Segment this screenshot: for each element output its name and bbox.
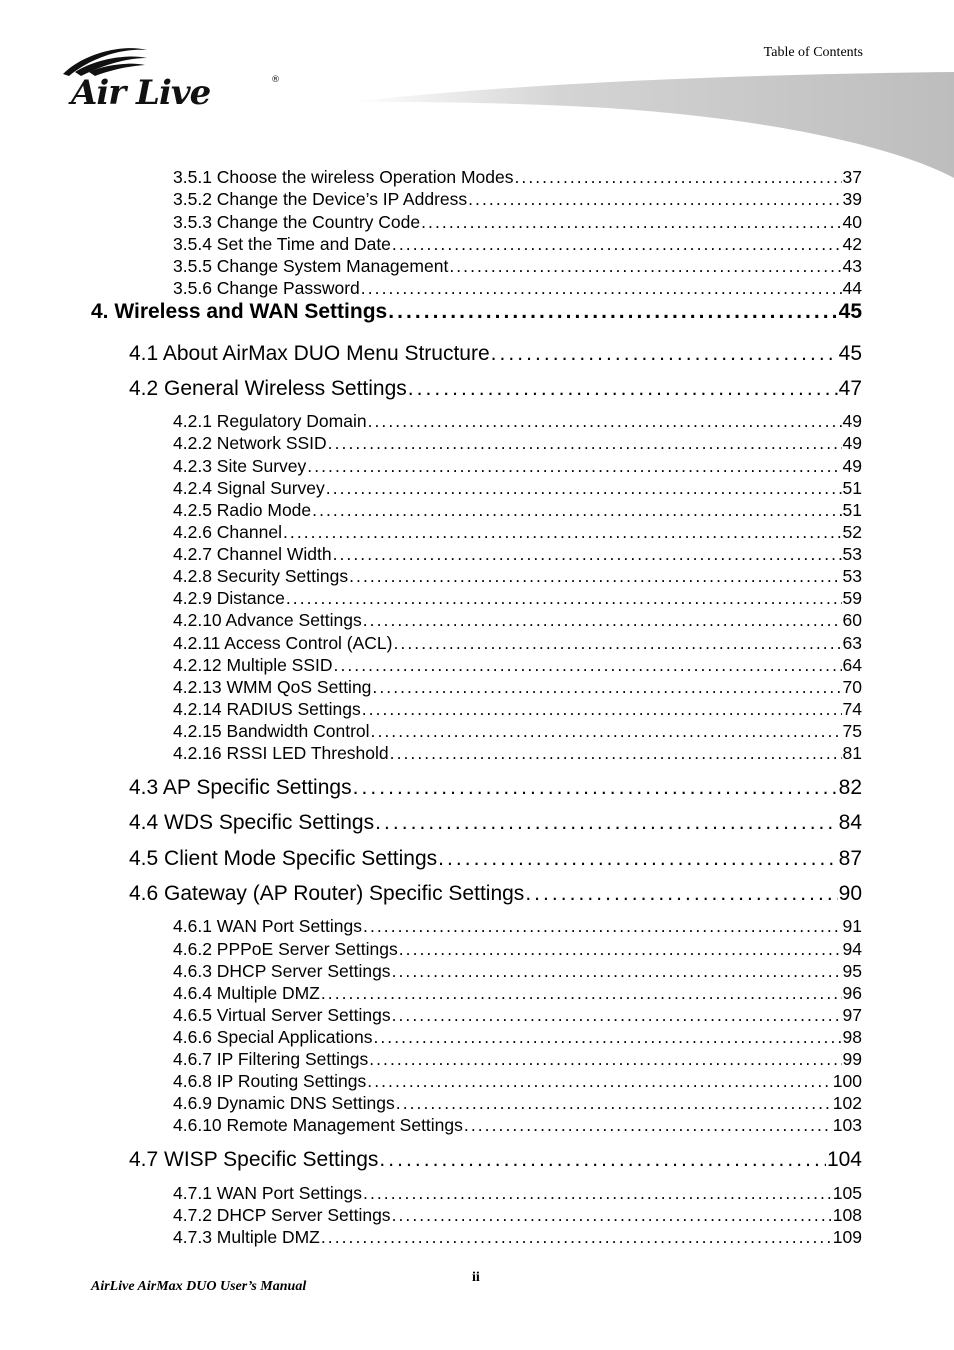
toc-leader-dots xyxy=(363,916,842,937)
toc-entry-level-2[interactable] xyxy=(129,342,862,370)
toc-entry-page-number: 108 xyxy=(832,1205,862,1225)
toc-entry-page-number: 87 xyxy=(838,847,862,870)
toc-entry-label: 4.6.10 Remote Management Settings xyxy=(173,1115,463,1135)
toc-entry-page-number: 99 xyxy=(842,1049,862,1069)
toc-entry-page-number: 100 xyxy=(832,1071,862,1091)
toc-entry-level-3[interactable] xyxy=(173,478,862,500)
toc-entry-page-number: 53 xyxy=(842,544,862,564)
toc-leader-dots xyxy=(408,377,838,401)
toc-entry-label: 4.2.16 RSSI LED Threshold xyxy=(173,743,389,763)
toc-entry-level-3[interactable] xyxy=(173,566,862,588)
toc-entry-level-3[interactable] xyxy=(173,234,862,256)
toc-entry-level-2[interactable] xyxy=(129,776,862,804)
toc-leader-dots xyxy=(388,300,837,324)
toc-leader-dots xyxy=(449,256,841,277)
toc-entry-label: 4.6.7 IP Filtering Settings xyxy=(173,1049,369,1069)
toc-entry-page-number: 74 xyxy=(842,699,862,719)
toc-entry-label: 4.6.1 WAN Port Settings xyxy=(173,916,363,936)
toc-entry-label: 3.5.6 Change Password xyxy=(173,278,360,298)
toc-entry-level-3[interactable] xyxy=(173,588,862,610)
toc-leader-dots xyxy=(321,983,842,1004)
toc-entry-label: 4.2.11 Access Control (ACL) xyxy=(173,633,393,653)
toc-entry-level-3[interactable] xyxy=(173,167,862,189)
toc-entry-level-3[interactable] xyxy=(173,456,862,478)
toc-entry-page-number: 104 xyxy=(826,1148,862,1171)
toc-entry-level-3[interactable] xyxy=(173,1093,862,1115)
toc-entry-page-number: 59 xyxy=(842,588,862,608)
toc-entry-label: 4. Wireless and WAN Settings xyxy=(91,300,388,323)
toc-leader-dots xyxy=(399,939,842,960)
toc-entry-label: 4.6.8 IP Routing Settings xyxy=(173,1071,367,1091)
toc-entry-level-3[interactable] xyxy=(173,1027,862,1049)
toc-entry-label: 4.7.1 WAN Port Settings xyxy=(173,1183,363,1203)
toc-entry-page-number: 39 xyxy=(842,189,862,209)
toc-entry-level-3[interactable] xyxy=(173,1183,862,1205)
toc-entry-level-3[interactable] xyxy=(173,278,862,300)
toc-entry-level-3[interactable] xyxy=(173,983,862,1005)
toc-entry-level-3[interactable] xyxy=(173,1227,862,1249)
toc-entry-page-number: 90 xyxy=(838,882,862,905)
toc-entry-page-number: 84 xyxy=(838,811,862,834)
toc-entry-label: 4.1 About AirMax DUO Menu Structure xyxy=(129,342,490,365)
toc-entry-label: 4.6.4 Multiple DMZ xyxy=(173,983,320,1003)
toc-entry-page-number: 47 xyxy=(838,377,862,400)
toc-entry-label: 3.5.2 Change the Device’s IP Address xyxy=(173,189,468,209)
toc-leader-dots xyxy=(392,234,842,255)
toc-entry-label: 4.7 WISP Specific Settings xyxy=(129,1148,379,1171)
toc-entry-page-number: 37 xyxy=(842,167,862,187)
toc-entry-label: 4.5 Client Mode Specific Settings xyxy=(129,847,438,870)
toc-entry-level-3[interactable] xyxy=(173,633,862,655)
toc-entry-label: 4.2.12 Multiple SSID xyxy=(173,655,333,675)
toc-entry-level-3[interactable] xyxy=(173,1205,862,1227)
toc-entry-level-3[interactable] xyxy=(173,1115,862,1137)
toc-entry-level-3[interactable] xyxy=(173,939,862,961)
toc-leader-dots xyxy=(375,811,838,835)
toc-entry-label: 4.7.2 DHCP Server Settings xyxy=(173,1205,391,1225)
toc-entry-page-number: 105 xyxy=(832,1183,862,1203)
toc-entry-level-2[interactable] xyxy=(129,847,862,875)
toc-entry-label: 4.6.6 Special Applications xyxy=(173,1027,373,1047)
toc-leader-dots xyxy=(312,500,841,521)
toc-entry-level-3[interactable] xyxy=(173,655,862,677)
toc-entry-label: 4.6.2 PPPoE Server Settings xyxy=(173,939,398,959)
toc-leader-dots xyxy=(333,544,842,565)
toc-entry-label: 4.2 General Wireless Settings xyxy=(129,377,407,400)
toc-leader-dots xyxy=(396,1093,832,1114)
toc-entry-label: 4.2.10 Advance Settings xyxy=(173,610,362,630)
toc-leader-dots xyxy=(368,411,842,432)
toc-leader-dots xyxy=(394,633,842,654)
toc-entry-page-number: 96 xyxy=(842,983,862,1003)
toc-leader-dots xyxy=(392,961,842,982)
toc-entry-level-3[interactable] xyxy=(173,411,862,433)
toc-entry-page-number: 94 xyxy=(842,939,862,959)
logo-wordmark: Air Live xyxy=(71,73,211,113)
toc-entry-label: 4.2.9 Distance xyxy=(173,588,285,608)
toc-leader-dots xyxy=(286,588,842,609)
toc-entry-page-number: 64 xyxy=(842,655,862,675)
toc-entry-page-number: 63 xyxy=(842,633,862,653)
toc-entry-level-2[interactable] xyxy=(129,882,862,910)
toc-entry-label: 3.5.4 Set the Time and Date xyxy=(173,234,391,254)
toc-entry-page-number: 42 xyxy=(842,234,862,254)
toc-entry-label: 4.6.9 Dynamic DNS Settings xyxy=(173,1093,395,1113)
toc-entry-label: 4.6.5 Virtual Server Settings xyxy=(173,1005,391,1025)
toc-entry-level-2[interactable] xyxy=(129,811,862,839)
toc-entry-label: 4.2.8 Security Settings xyxy=(173,566,349,586)
toc-leader-dots xyxy=(468,189,841,210)
toc-entry-page-number: 109 xyxy=(832,1227,862,1247)
toc-leader-dots xyxy=(421,212,841,233)
toc-entry-page-number: 45 xyxy=(838,300,862,323)
footer-manual-title: AirLive AirMax DUO User’s Manual xyxy=(91,1279,307,1294)
toc-leader-dots xyxy=(371,721,842,742)
toc-entry-label: 4.2.3 Site Survey xyxy=(173,456,307,476)
toc-entry-page-number: 49 xyxy=(842,456,862,476)
toc-leader-dots xyxy=(464,1115,832,1136)
toc-leader-dots xyxy=(379,1148,826,1172)
toc-entry-label: 4.2.13 WMM QoS Setting xyxy=(173,677,372,697)
toc-entry-label: 4.7.3 Multiple DMZ xyxy=(173,1227,320,1247)
toc-entry-level-3[interactable] xyxy=(173,433,862,455)
toc-entry-level-3[interactable] xyxy=(173,961,862,983)
toc-leader-dots xyxy=(361,278,842,299)
toc-leader-dots xyxy=(491,342,838,366)
toc-entry-label: 4.2.1 Regulatory Domain xyxy=(173,411,367,431)
toc-entry-page-number: 49 xyxy=(842,433,862,453)
toc-entry-page-number: 75 xyxy=(842,721,862,741)
toc-entry-page-number: 98 xyxy=(842,1027,862,1047)
svg-text:®: ® xyxy=(271,75,280,85)
toc-entry-level-3[interactable] xyxy=(173,1071,862,1093)
toc-entry-page-number: 53 xyxy=(842,566,862,586)
toc-entry-level-3[interactable] xyxy=(173,212,862,234)
toc-leader-dots xyxy=(353,776,838,800)
toc-entry-label: 4.2.4 Signal Survey xyxy=(173,478,325,498)
toc-entry-label: 4.6 Gateway (AP Router) Specific Settings xyxy=(129,882,525,905)
toc-entry-level-2[interactable] xyxy=(129,1148,862,1176)
toc-leader-dots xyxy=(328,433,842,454)
toc-entry-level-3[interactable] xyxy=(173,189,862,211)
toc-leader-dots xyxy=(349,566,841,587)
toc-leader-dots xyxy=(307,456,841,477)
toc-leader-dots xyxy=(392,1205,832,1226)
toc-leader-dots xyxy=(363,610,842,631)
toc-entry-page-number: 97 xyxy=(842,1005,862,1025)
toc-entry-level-3[interactable] xyxy=(173,1005,862,1027)
toc-leader-dots xyxy=(334,655,842,676)
toc-entry-level-3[interactable] xyxy=(173,916,862,938)
toc-leader-dots xyxy=(372,677,841,698)
toc-entry-page-number: 70 xyxy=(842,677,862,697)
toc-entry-label: 4.3 AP Specific Settings xyxy=(129,776,352,799)
toc-entry-page-number: 49 xyxy=(842,411,862,431)
toc-entry-page-number: 102 xyxy=(832,1093,862,1113)
toc-entry-label: 4.2.6 Channel xyxy=(173,522,282,542)
toc-entry-page-number: 81 xyxy=(842,743,862,763)
toc-entry-label: 4.2.7 Channel Width xyxy=(173,544,332,564)
toc-entry-label: 4.2.15 Bandwidth Control xyxy=(173,721,370,741)
toc-entry-label: 3.5.5 Change System Management xyxy=(173,256,449,276)
toc-leader-dots xyxy=(367,1071,832,1092)
toc-entry-label: 4.4 WDS Specific Settings xyxy=(129,811,375,834)
toc-entry-level-3[interactable] xyxy=(173,610,862,632)
toc-entry-level-3[interactable] xyxy=(173,721,862,743)
toc-entry-page-number: 52 xyxy=(842,522,862,542)
toc-entry-page-number: 95 xyxy=(842,961,862,981)
toc-entry-label: 4.2.2 Network SSID xyxy=(173,433,327,453)
toc-entry-level-1[interactable] xyxy=(91,300,862,328)
toc-entry-level-3[interactable] xyxy=(173,256,862,278)
toc-leader-dots xyxy=(326,478,842,499)
toc-entry-label: 4.2.5 Radio Mode xyxy=(173,500,312,520)
toc-leader-dots xyxy=(321,1227,832,1248)
toc-entry-page-number: 45 xyxy=(838,342,862,365)
page-number: ii xyxy=(472,1270,480,1285)
toc-entry-label: 4.2.14 RADIUS Settings xyxy=(173,699,361,719)
toc-entry-label: 4.6.3 DHCP Server Settings xyxy=(173,961,391,981)
toc-entry-page-number: 82 xyxy=(838,776,862,799)
toc-entry-page-number: 91 xyxy=(842,916,862,936)
toc-entry-page-number: 43 xyxy=(842,256,862,276)
toc-entry-page-number: 103 xyxy=(832,1115,862,1135)
toc-leader-dots xyxy=(369,1049,841,1070)
toc-entry-page-number: 51 xyxy=(842,500,862,520)
toc-leader-dots xyxy=(373,1027,841,1048)
toc-entry-label: 3.5.3 Change the Country Code xyxy=(173,212,421,232)
toc-entry-level-3[interactable] xyxy=(173,544,862,566)
running-header-title: Table of Contents xyxy=(763,45,863,60)
toc-leader-dots xyxy=(525,882,837,906)
toc-leader-dots xyxy=(363,1183,832,1204)
toc-entry-page-number: 51 xyxy=(842,478,862,498)
toc-leader-dots xyxy=(283,522,842,543)
toc-entry-label: 3.5.1 Choose the wireless Operation Modes xyxy=(173,167,514,187)
toc-leader-dots xyxy=(392,1005,842,1026)
toc-entry-page-number: 60 xyxy=(842,610,862,630)
toc-leader-dots xyxy=(390,743,842,764)
toc-entry-level-3[interactable] xyxy=(173,500,862,522)
toc-entry-page-number: 40 xyxy=(842,212,862,232)
toc-leader-dots xyxy=(438,847,837,871)
toc-entry-level-3[interactable] xyxy=(173,743,862,765)
toc-entry-level-3[interactable] xyxy=(173,699,862,721)
toc-entry-page-number: 44 xyxy=(842,278,862,298)
toc-entry-level-2[interactable] xyxy=(129,377,862,405)
toc-entry-level-3[interactable] xyxy=(173,1049,862,1071)
toc-leader-dots xyxy=(362,699,842,720)
toc-entry-level-3[interactable] xyxy=(173,677,862,699)
toc-leader-dots xyxy=(514,167,841,188)
toc-entry-level-3[interactable] xyxy=(173,522,862,544)
